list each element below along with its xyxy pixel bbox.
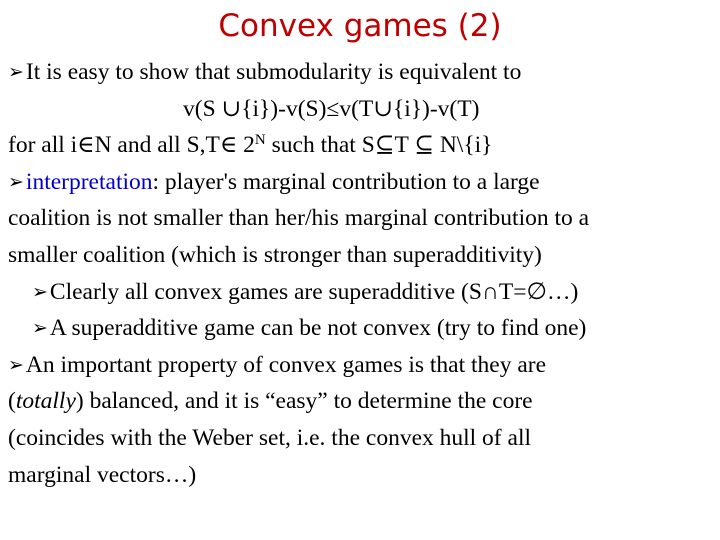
condition-text-start: for all i∈N and all S,T∈ 2 bbox=[8, 132, 255, 159]
bullet-balanced bbox=[8, 347, 714, 384]
totally-italic: totally bbox=[15, 388, 76, 415]
arrow-bullet-icon: ➢ bbox=[8, 170, 24, 193]
submodularity-formula: v(S ∪{i})-v(S)≤v(T∪{i})-v(T) bbox=[183, 95, 480, 122]
subbullet-superadditive bbox=[8, 274, 714, 311]
arrow-bullet-icon: ➢ bbox=[8, 61, 24, 83]
arrow-bullet-icon: ➢ bbox=[32, 317, 48, 340]
arrow-bullet-icon: ➢ bbox=[32, 280, 48, 303]
formula-condition bbox=[8, 127, 714, 164]
slide-body bbox=[8, 54, 714, 493]
paren-open: ( bbox=[8, 388, 16, 415]
bullet-text: It is easy to show that submodularity is equivalent to bbox=[25, 59, 522, 85]
bullet-interpretation bbox=[8, 164, 714, 201]
condition-text-end: such that S⊆T ⊆ N\{i} bbox=[265, 132, 493, 159]
bullet-text: An important property of convex games is that they are bbox=[25, 351, 547, 378]
interpretation-continued-2: smaller coalition (which is stronger than superadditivity) bbox=[8, 241, 542, 268]
interpretation-continued: coalition is not smaller than her/his marginal contribution to a bbox=[8, 205, 590, 232]
bullet-submodularity bbox=[8, 54, 714, 91]
subbullet-text: A superadditive game can be not convex (try to find one) bbox=[49, 315, 587, 342]
marginal-vectors-text: marginal vectors…) bbox=[8, 461, 197, 488]
interpretation-keyword: interpretation bbox=[25, 168, 153, 195]
subbullet-not-convex bbox=[8, 310, 714, 347]
subbullet-text: Clearly all convex games are superadditive (S∩T=∅…) bbox=[49, 278, 579, 305]
weber-set-text: (coincides with the Weber set, i.e. the convex hull of all bbox=[8, 424, 532, 451]
bullet-text: : player's marginal contribution to a large bbox=[152, 168, 540, 195]
balanced-text: ) balanced, and it is “easy” to determine the core bbox=[75, 388, 533, 415]
balanced-continued bbox=[8, 383, 714, 420]
slide-title: Convex games (2) bbox=[218, 8, 502, 44]
arrow-bullet-icon: ➢ bbox=[8, 353, 24, 376]
power-set-superscript: N bbox=[254, 132, 266, 149]
